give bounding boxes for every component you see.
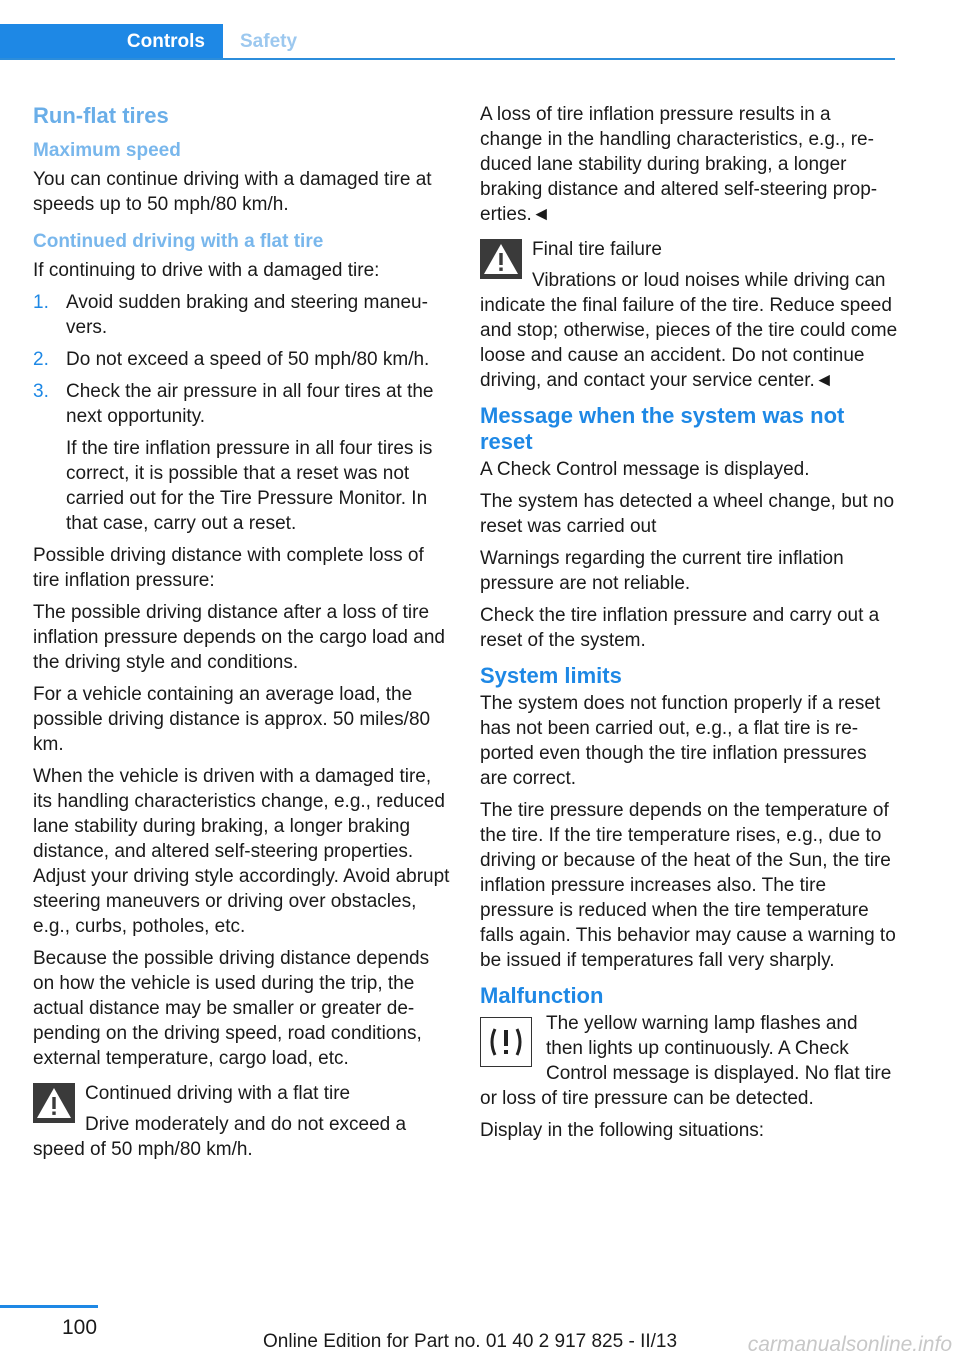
tab-controls[interactable]: Controls <box>0 24 223 60</box>
list-item-text: Do not exceed a speed of 50 mph/80 km/h. <box>66 349 430 370</box>
message-p3: Warnings regarding the current tire inflation pressure are not reliable. <box>480 548 844 594</box>
driving-distance-p1: Possible driving distance with complete loss of tire inflation pressure: <box>33 545 424 591</box>
handling-change-text: A loss of tire inflation pressure results in a change in the handling characteristics, e.g., reduced lane stability during braking, a longer braking distance and altered self-steering properties.◄ <box>480 104 878 225</box>
continued-driving-steps <box>33 290 451 536</box>
limits-p2: The tire pressure depends on the temperature of the tire. If the tire temperature rises, e.g., due to driving or because of the heat of the Sun, the tire inflation pressure increases also. The tire pressure is reduced when the tire temperature falls again. This behavior may cause a warning to be issued if temperatures fall very sharply. <box>480 800 896 971</box>
continued-driving-intro: If continuing to drive with a damaged tire: <box>33 260 380 281</box>
footer-edition: Online Edition for Part no. 01 40 2 917 825 - II/13 <box>263 1331 678 1352</box>
footer-rule <box>0 1305 98 1308</box>
heading-system-limits: System limits <box>480 663 622 688</box>
page-number: 100 <box>62 1316 98 1339</box>
warning-triangle-icon <box>33 1083 75 1123</box>
warning-text: Vibrations or loud noises while driving can indicate the final failure of the tire. Reduce speed and stop; otherwise, pieces of the tire could come loose and cause an accident. Do not continue driving, and contact your service center.◄ <box>480 270 898 391</box>
list-item-number: 3. <box>33 381 49 402</box>
maximum-speed-text: You can continue driving with a damaged tire at speeds up to 50 mph/80 km/h. <box>33 169 432 215</box>
malfunction-note <box>480 1011 898 1111</box>
warning-note <box>480 237 898 393</box>
watermark: carmanualsonline.info <box>747 1333 952 1356</box>
limits-p1: The system does not function properly if a reset has not been carried out, e.g., a flat tire is reported even though the tire inflation pressures are correct. <box>480 693 881 789</box>
tabbar-underline <box>0 58 895 60</box>
list-item <box>33 290 451 340</box>
list-item-subtext: If the tire inflation pressure in all four tires is correct, it is possible that a reset was not carried out for the Tire Pressure Monitor. In that case, carry out a reset. <box>66 438 433 534</box>
tab-safety[interactable]: Safety <box>240 31 298 52</box>
driving-distance-p5: Because the possible driving distance depends on how the vehicle is used during the trip, the actual distance may be smaller or greater depending on the driving speed, road conditions, external temperature, cargo load, etc. <box>33 948 430 1069</box>
message-p2: The system has detected a wheel change, but no reset was carried out <box>480 491 895 537</box>
message-p1: A Check Control message is displayed. <box>480 459 810 480</box>
section-title-run-flat-tires: Run-flat tires <box>33 103 169 128</box>
driving-distance-p2: The possible driving distance after a loss of tire inflation pressure depends on the cargo load and the driving style and conditions. <box>33 602 445 673</box>
warning-title: Continued driving with a flat tire <box>85 1083 351 1104</box>
driving-distance-p4: When the vehicle is driven with a damaged tire, its handling characteristics change, e.g., reduced lane stability during braking, a longer braking distance, and altered self-steering properties. Adjust your driving style accordingly. Avoid abrupt steering maneuvers or driving over obstacles, e.g., curbs, potholes, etc. <box>33 766 450 937</box>
list-item-number: 2. <box>33 349 49 370</box>
list-item <box>33 347 451 372</box>
warning-note <box>33 1081 451 1162</box>
heading-message-not-reset: Message when the system was not reset <box>480 403 845 454</box>
malfunction-p1: Display in the following situations: <box>480 1120 765 1141</box>
list-item-text: Avoid sudden braking and steering maneuvers. <box>66 292 428 338</box>
warning-text: Drive moderately and do not exceed a speed of 50 mph/80 km/h. <box>33 1114 407 1160</box>
warning-triangle-icon <box>480 239 522 279</box>
section-tabbar <box>0 24 895 60</box>
heading-malfunction: Malfunction <box>480 983 604 1008</box>
heading-continued-driving: Continued driving with a flat tire <box>33 231 324 252</box>
list-item-number: 1. <box>33 292 49 313</box>
right-column <box>480 102 898 1150</box>
warning-title: Final tire failure <box>532 239 662 260</box>
left-column <box>33 102 451 1169</box>
list-item-text: Check the air pressure in all four tires at the next opportunity. <box>66 381 434 427</box>
list-item <box>33 379 451 536</box>
message-p4: Check the tire inflation pressure and carry out a reset of the system. <box>480 605 880 651</box>
tire-pressure-warning-lamp-icon <box>480 1017 532 1067</box>
malfunction-text: The yellow warning lamp flashes and then lights up continuously. A Check Control message is displayed. No flat tire or loss of tire pressure can be detected. <box>480 1013 892 1109</box>
heading-maximum-speed: Maximum speed <box>33 140 181 161</box>
driving-distance-p3: For a vehicle containing an average load, the possible driving distance is approx. 50 miles/80 km. <box>33 684 431 755</box>
